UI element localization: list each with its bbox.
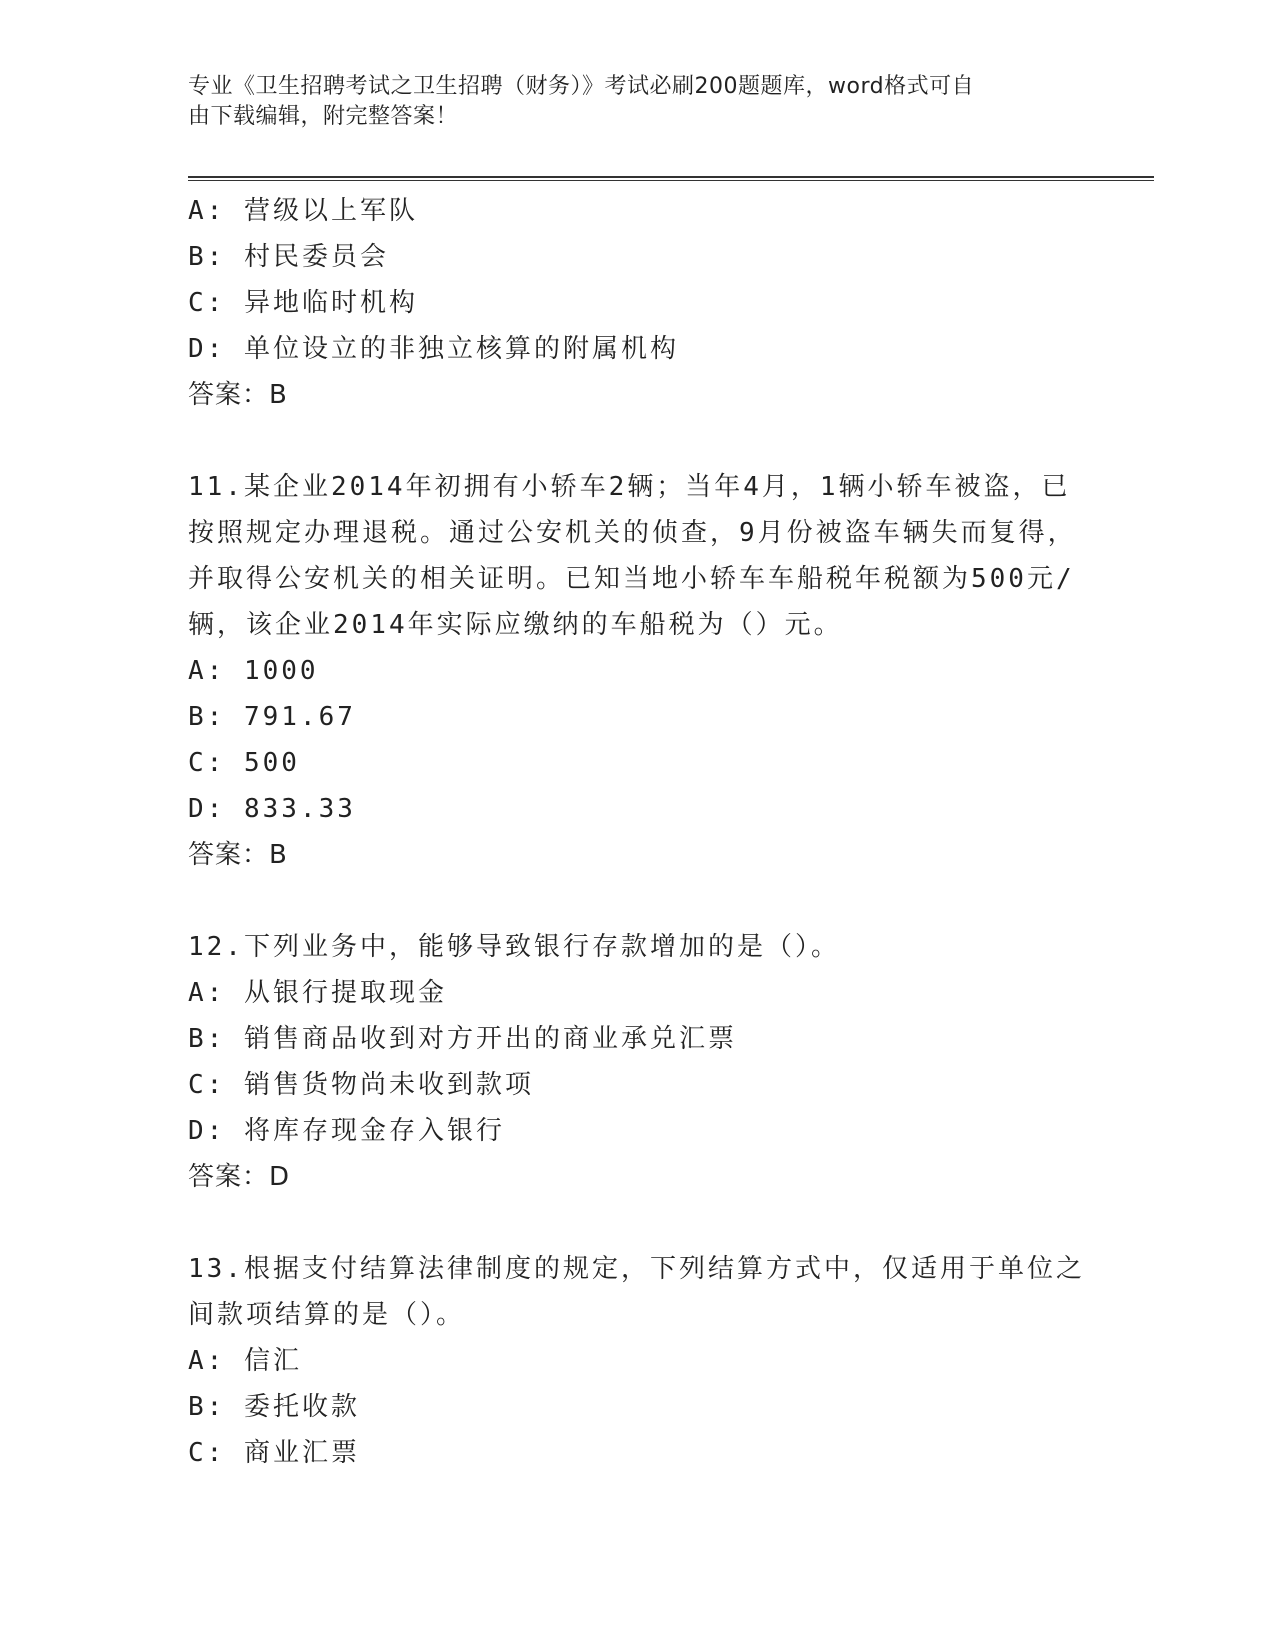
question-block <box>188 924 1088 1200</box>
question-text-line: 间款项结算的是（）。 <box>188 1300 466 1330</box>
answer-line: 答案：B <box>188 840 288 870</box>
question-text-line: 并取得公安机关的相关证明。已知当地小轿车车船税年税额为500元/ <box>188 564 1075 594</box>
option-b: B: 销售商品收到对方开出的商业承兑汇票 <box>188 1024 737 1054</box>
option-d: D: 833.33 <box>188 794 356 824</box>
option-a: A: 1000 <box>188 656 319 686</box>
option-a: A: 信汇 <box>188 1346 302 1376</box>
option-d: D: 单位设立的非独立核算的附属机构 <box>188 334 679 364</box>
option-d: D: 将库存现金存入银行 <box>188 1116 505 1146</box>
header-line-1: 专业《卫生招聘考试之卫生招聘（财务）》考试必刷200题题库，word格式可自 <box>188 74 975 99</box>
question-text-line: 12.下列业务中，能够导致银行存款增加的是（）。 <box>188 932 840 962</box>
option-b: B: 村民委员会 <box>188 242 389 272</box>
option-c: C: 商业汇票 <box>188 1438 360 1468</box>
option-a: A: 营级以上军队 <box>188 196 418 226</box>
question-block <box>188 188 1088 418</box>
question-text-line: 辆，该企业2014年实际应缴纳的车船税为（）元。 <box>188 610 843 640</box>
question-block <box>188 464 1088 878</box>
option-b: B: 委托收款 <box>188 1392 360 1422</box>
question-text-line: 13.根据支付结算法律制度的规定，下列结算方式中，仅适用于单位之 <box>188 1254 1085 1284</box>
document-header <box>188 72 1068 132</box>
question-list <box>188 188 1088 1476</box>
question-text-line: 11.某企业2014年初拥有小轿车2辆；当年4月，1辆小轿车被盗，已 <box>188 472 1071 502</box>
block-spacer <box>188 1200 1088 1246</box>
answer-line: 答案：B <box>188 380 288 410</box>
question-block <box>188 1246 1088 1476</box>
option-c: C: 销售货物尚未收到款项 <box>188 1070 534 1100</box>
option-c: C: 500 <box>188 748 300 778</box>
option-a: A: 从银行提取现金 <box>188 978 447 1008</box>
block-spacer <box>188 418 1088 464</box>
header-line-2: 由下载编辑，附完整答案！ <box>188 104 459 129</box>
option-b: B: 791.67 <box>188 702 356 732</box>
question-text-line: 按照规定办理退税。通过公安机关的侦查，9月份被盗车辆失而复得， <box>188 518 1077 548</box>
block-spacer <box>188 878 1088 924</box>
option-c: C: 异地临时机构 <box>188 288 418 318</box>
answer-line: 答案：D <box>188 1162 291 1192</box>
header-divider <box>188 176 1154 181</box>
